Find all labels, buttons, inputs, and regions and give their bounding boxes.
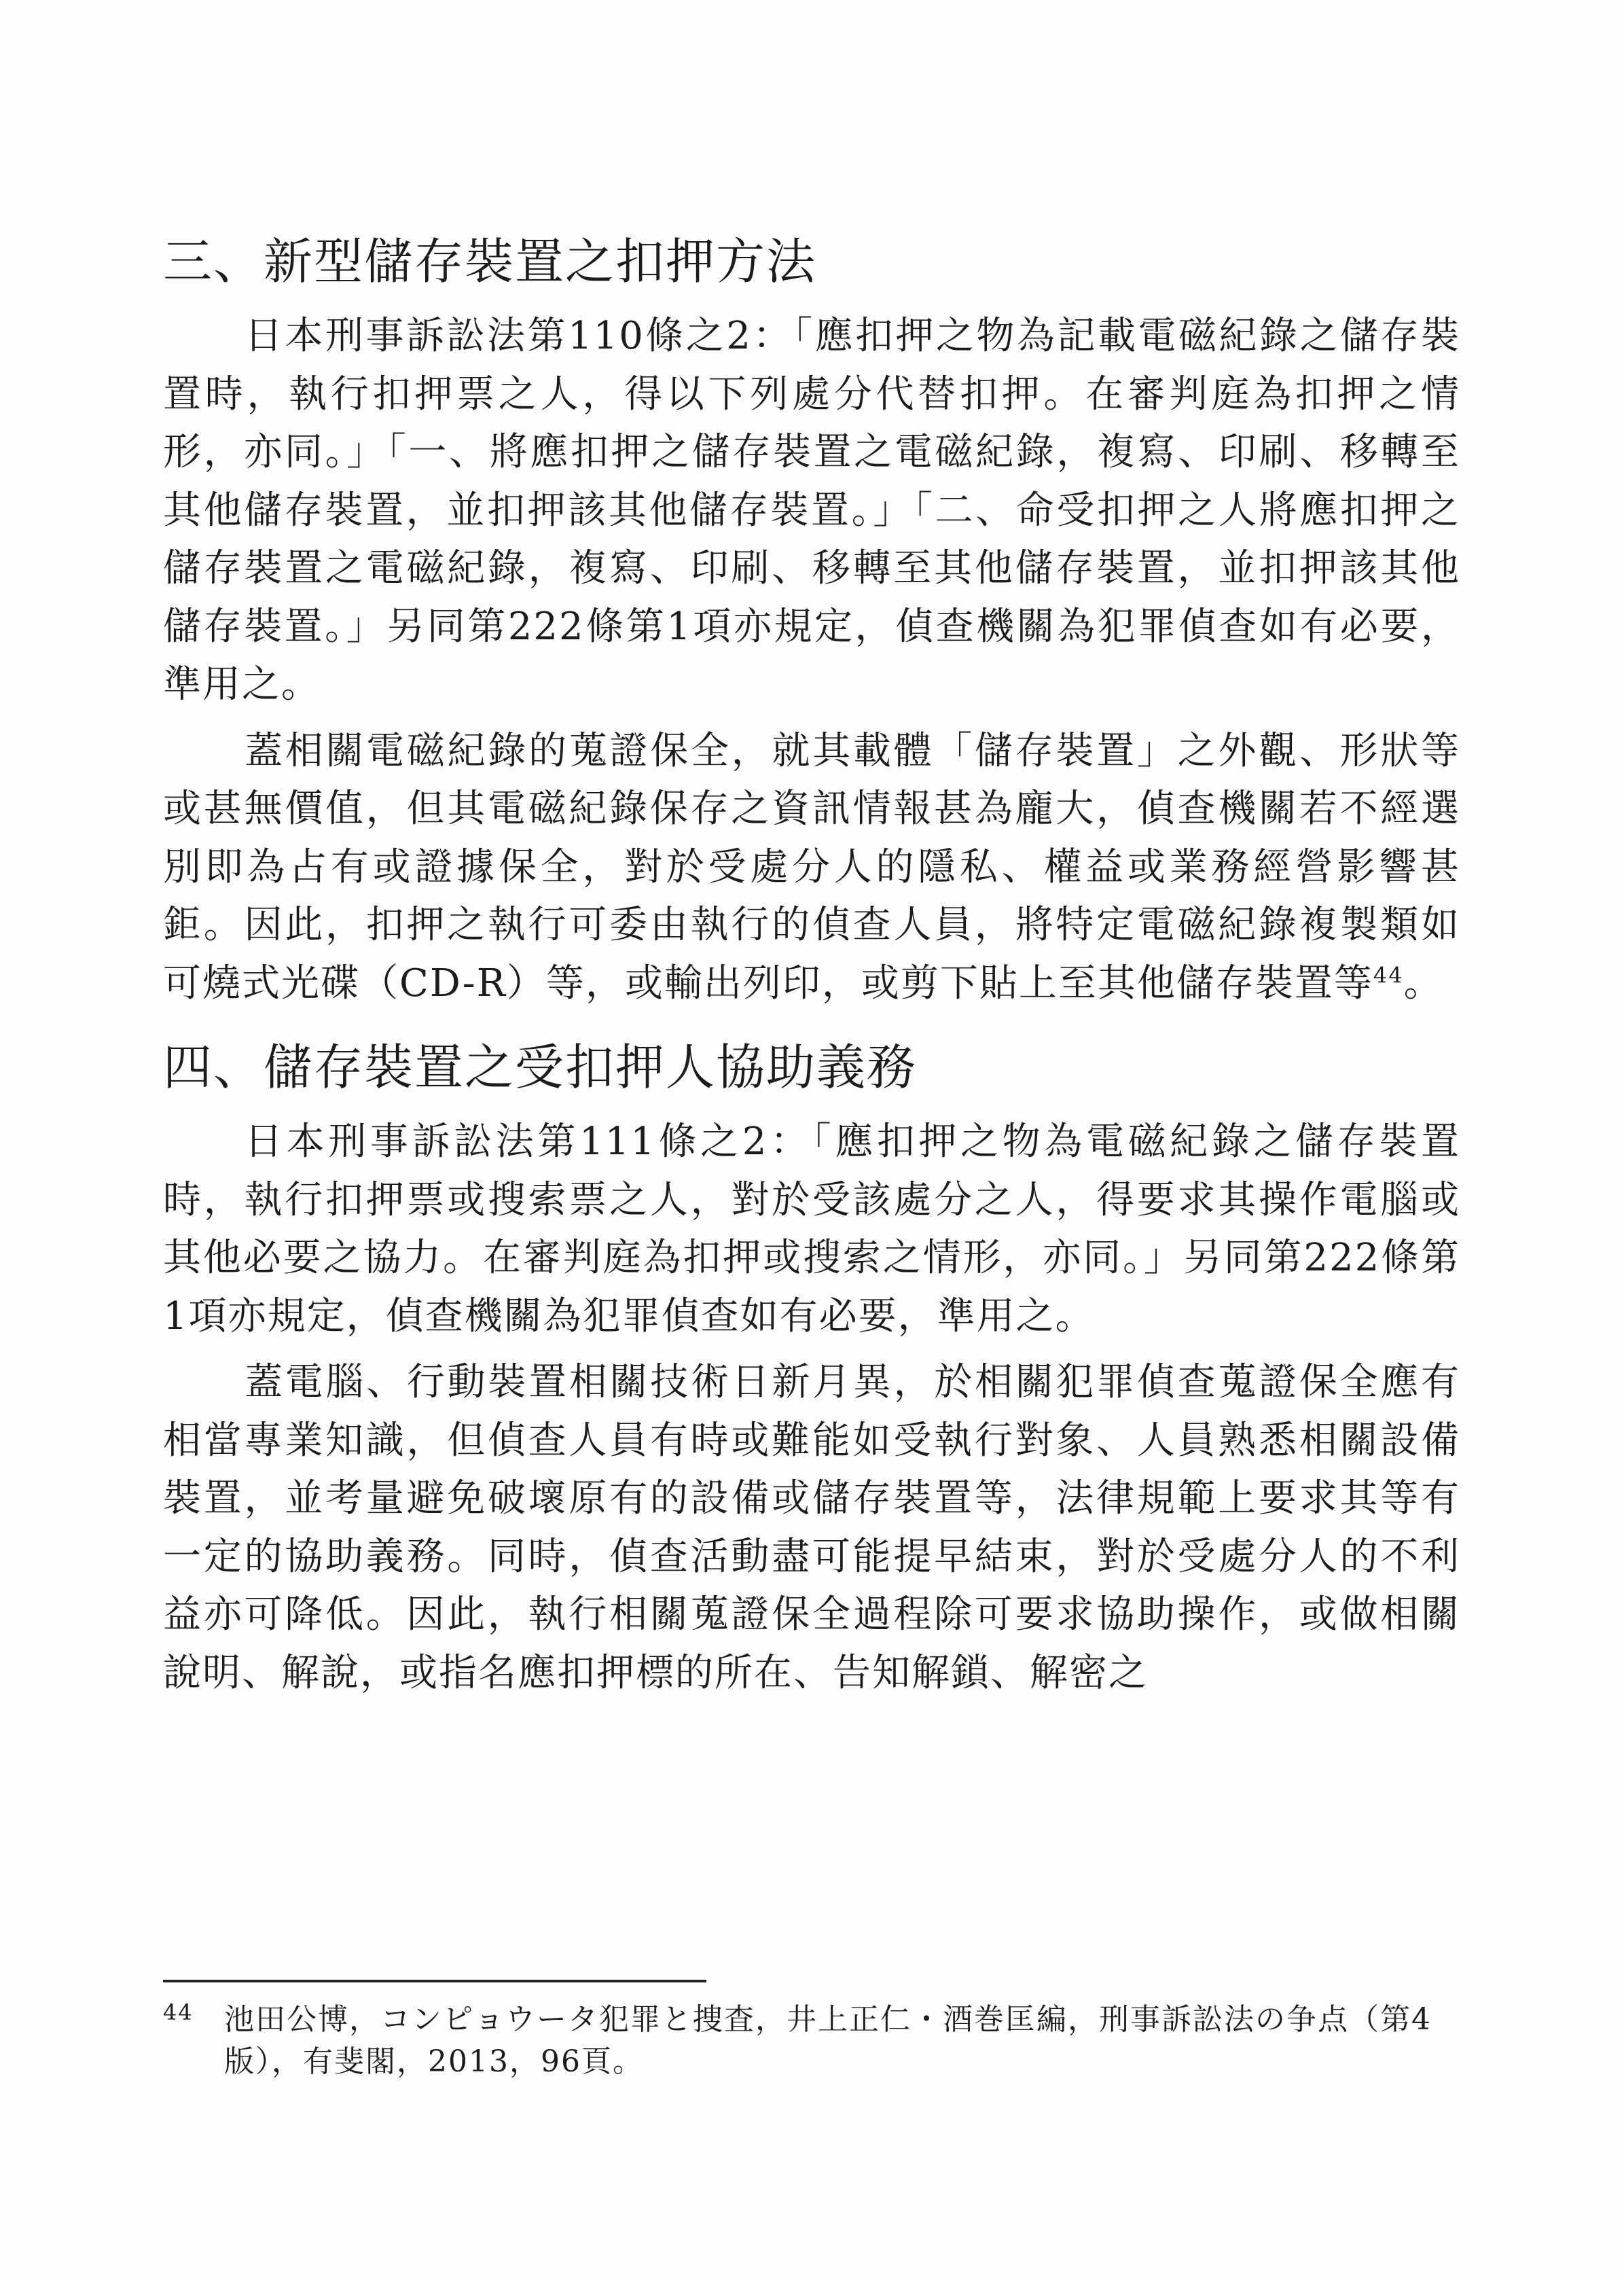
section-3-paragraph-2-text: 蓋相關電磁紀錄的蒐證保全，就其載體「儲存裝置」之外觀、形狀等或甚無價值，但其電磁紀錄保存之資訊情報甚為龐大，偵查機關若不經選別即為占有或證據保全，對於受處分人的隱私、權益或業務經營影響甚鉅。因此，扣押之執行可委由執行的偵查人員，將特定電磁紀錄複製類如可燒式光碟（CD-R）等，或輸出列印，或剪下貼上至其他儲存裝置等 bbox=[163, 728, 1460, 1005]
section-4-paragraph-2: 蓋電腦、行動裝置相關技術日新月異，於相關犯罪偵查蒐證保全應有相當專業知識，但偵查人員有時或難能如受執行對象、人員熟悉相關設備裝置，並考量避免破壞原有的設備或儲存裝置等，法律規範上要求其等有一定的協助義務。同時，偵查活動盡可能提早結束，對於受處分人的不利益亦可降低。因此，執行相關蒐證保全過程除可要求協助操作，或做相關說明、解說，或指名應扣押標的所在、告知解鎖、解密之 bbox=[163, 1360, 1460, 1695]
section-4-heading: 四、儲存裝置之受扣押人協助義務 bbox=[163, 1039, 918, 1096]
footnote-number: 44 bbox=[163, 1999, 194, 2025]
section-3-paragraph-1: 日本刑事訴訟法第110條之2：「應扣押之物為記載電磁紀錄之儲存裝置時，執行扣押票之人，得以下列處分代替扣押。在審判庭為扣押之情形，亦同。」「一、將應扣押之儲存裝置之電磁紀錄，複寫、印刷、移轉至其他儲存裝置，並扣押該其他儲存裝置。」「二、命受扣押之人將應扣押之儲存裝置之電磁紀錄，複寫、印刷、移轉至其他儲存裝置，並扣押該其他儲存裝置。」另同第222條第1項亦規定，偵查機關為犯罪偵查如有必要，準用之。 bbox=[163, 314, 1460, 707]
footnote-divider bbox=[163, 1980, 706, 1982]
section-3-paragraph-2-end: 。 bbox=[1403, 961, 1443, 1005]
section-gap bbox=[163, 1012, 1460, 1030]
section-4-paragraph-1: 日本刑事訴訟法第111條之2：「應扣押之物為電磁紀錄之儲存裝置時，執行扣押票或搜索票之人，對於受該處分之人，得要求其操作電腦或其他必要之協力。在審判庭為扣押或搜索之情形，亦同。」另同第222條第1項亦規定，偵查機關為犯罪偵查如有必要，準用之。 bbox=[163, 1120, 1460, 1338]
main-content bbox=[163, 224, 1460, 1702]
footnote-44 bbox=[163, 1999, 1460, 2083]
footnote-reference-44: 44 bbox=[1373, 961, 1404, 988]
section-3-paragraph-2 bbox=[163, 722, 1460, 1013]
section-3-heading: 三、新型儲存裝置之扣押方法 bbox=[163, 233, 817, 290]
footnote-text: 池田公博，コンピョウータ犯罪と捜査，井上正仁・酒巻匡編，刑事訴訟法の争点（第4版），有斐閣，2013，96頁。 bbox=[224, 2002, 1432, 2079]
